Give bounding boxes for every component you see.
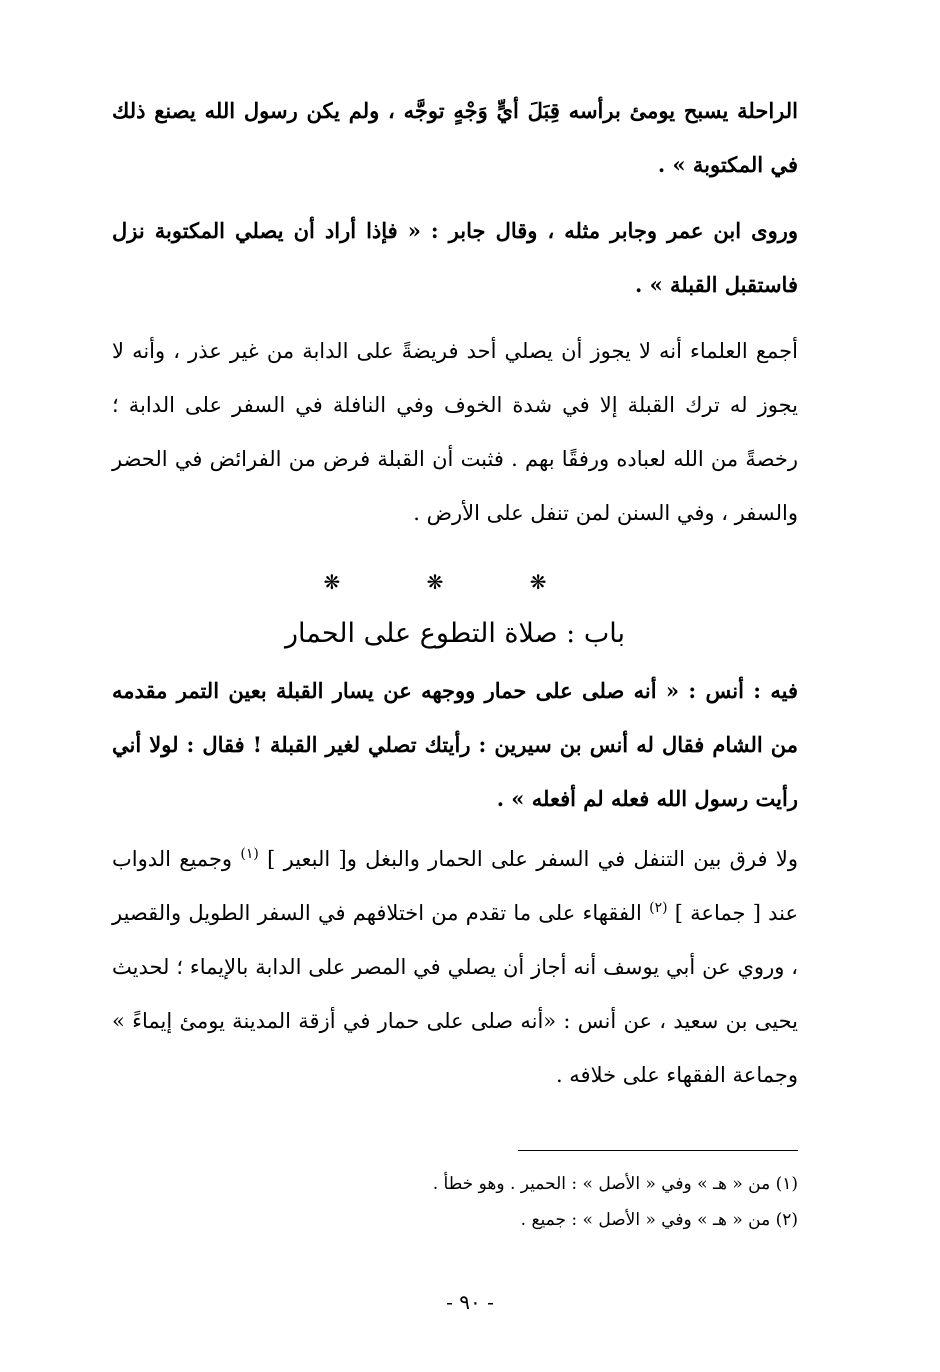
footnote-ref-2: (٢) [649,900,668,916]
paragraph-commentary [112,832,798,1102]
paragraph-jabir: وروى ابن عمر وجابر مثله ، وقال جابر : « فإذا أراد أن يصلي المكتوبة نزل فاستقبل القبلة » . [112,218,798,297]
section-heading: باب : صلاة التطوع على الحمار [284,618,626,649]
footnotes [112,1166,798,1238]
footnote-ref-1: (١) [240,846,259,862]
page-number: - ٩٠ - [446,1290,494,1314]
commentary-text-b: وجميع الدواب عند [ جماعة ] [112,847,798,925]
section-separator: ❋ ❋ ❋ [323,570,587,594]
footnote-1: (١) من « هـ » وفي « الأصل » : الحمير . وهو خطأ . [432,1174,798,1194]
page-body [112,84,798,1102]
footnote-divider [518,1150,798,1151]
footnote-2: (٢) من « هـ » وفي « الأصل » : جميع . [520,1210,798,1230]
commentary-text-a: ولا فرق بين التنفل في السفر على الحمار والبغل و[ البعير ] [267,847,799,871]
paragraph-continuation: الراحلة يسبح يومئ برأسه قِبَلَ أيٍّ وَجْهٍ توجَّه ، ولم يكن رسول الله يصنع ذلك في المكتوبة » . [112,98,798,177]
commentary-text-c: الفقهاء على ما تقدم من اختلافهم في السفر الطويل والقصير ، وروي عن أبي يوسف أنه أجاز أن يصلي في المصر على الدابة بالإيماء ؛ لحديث يحيى بن سعيد ، عن أنس : «أنه صلى على حمار في أزقة المدينة يومئ إيماءً » وجماعة الفقهاء على خلافه . [112,901,798,1087]
paragraph-hadith: فيه : أنس : « أنه صلى على حمار ووجهه عن يسار القبلة بعين التمر مقدمه من الشام فقال له أنس بن سيرين : رأيتك تصلي لغير القبلة ! فقال : لولا أني رأيت رسول الله فعله لم أفعله » . [112,678,798,811]
paragraph-consensus: أجمع العلماء أنه لا يجوز أن يصلي أحد فريضةً على الدابة من غير عذر ، وأنه لا يجوز له ترك القبلة إلا في شدة الخوف وفي النافلة في السفر على الدابة ؛ رخصةً من الله لعباده ورفقًا بهم . فثبت أن القبلة فرض من الفرائض في الحضر والسفر ، وفي السنن لمن تنفل على الأرض . [112,339,798,525]
